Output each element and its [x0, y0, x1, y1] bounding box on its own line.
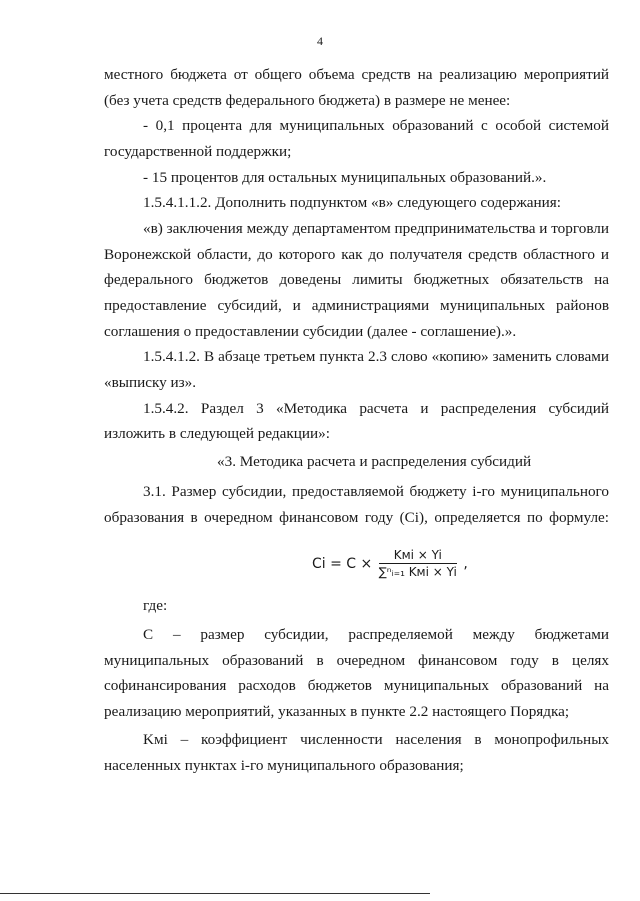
- text-line: - 0,1 процента для муниципальных образований с особой системой: [143, 117, 609, 134]
- text-line: реализацию мероприятий, указанных в пункте 2.2 настоящего Порядка;: [104, 703, 570, 720]
- text-line: муниципальных образований в очередном финансовом году в целях: [104, 652, 609, 669]
- text-line: Воронежской области, до которого как до получателя средств областного и: [104, 246, 609, 263]
- formula-numerator: Kмi × Yi: [379, 548, 457, 564]
- text-line: софинансирования расходов бюджетов муниципальных образований на: [104, 677, 609, 694]
- formula-lhs: Ci = C ×: [312, 555, 373, 572]
- text-line: (без учета средств федерального бюджета) в размере не менее:: [104, 92, 511, 109]
- text-line: образования в очередном финансовом году (Ci), определяется по формуле:: [104, 509, 609, 526]
- text-line: «3. Методика расчета и распределения субсидий: [217, 453, 532, 470]
- page-number: 4: [317, 34, 323, 48]
- text-line: «выписку из».: [104, 374, 197, 391]
- text-line: 3.1. Размер субсидии, предоставляемой бюджету i-го муниципального: [143, 483, 609, 500]
- bottom-scan-edge: [0, 893, 430, 894]
- text-line: - 15 процентов для остальных муниципальных образований.».: [143, 169, 547, 186]
- text-line: 1.5.4.2. Раздел 3 «Методика расчета и распределения субсидий: [143, 400, 609, 417]
- text-line: государственной поддержки;: [104, 143, 292, 160]
- text-line: 1.5.4.1.1.2. Дополнить подпунктом «в» следующего содержания:: [143, 194, 562, 211]
- text-line: изложить в следующей редакции»:: [104, 425, 330, 442]
- text-line: где:: [143, 597, 168, 614]
- text-line: «в) заключения между департаментом предпринимательства и торговли: [143, 220, 609, 237]
- text-line: Kмi – коэффициент численности населения в монопрофильных: [143, 731, 609, 748]
- subsidy-formula: [312, 548, 468, 579]
- text-line: населенных пунктах i-го муниципального образования;: [104, 757, 464, 774]
- text-line: предоставление субсидий, и администрациями муниципальных районов: [104, 297, 609, 314]
- text-line: местного бюджета от общего объема средств на реализацию мероприятий: [104, 66, 609, 83]
- text-line: С – размер субсидии, распределяемой между бюджетами: [143, 626, 609, 643]
- text-line: федерального бюджетов доведены лимиты бюджетных обязательств на: [104, 271, 609, 288]
- text-line: 1.5.4.1.2. В абзаце третьем пункта 2.3 слово «копию» заменить словами: [143, 348, 609, 365]
- text-line: соглашения о предоставлении субсидии (далее - соглашение).».: [104, 323, 517, 340]
- formula-fraction: [379, 548, 457, 579]
- formula-comma: ,: [463, 555, 468, 572]
- formula-denominator: ∑ⁿᵢ₌₁ Kмi × Yi: [378, 565, 457, 579]
